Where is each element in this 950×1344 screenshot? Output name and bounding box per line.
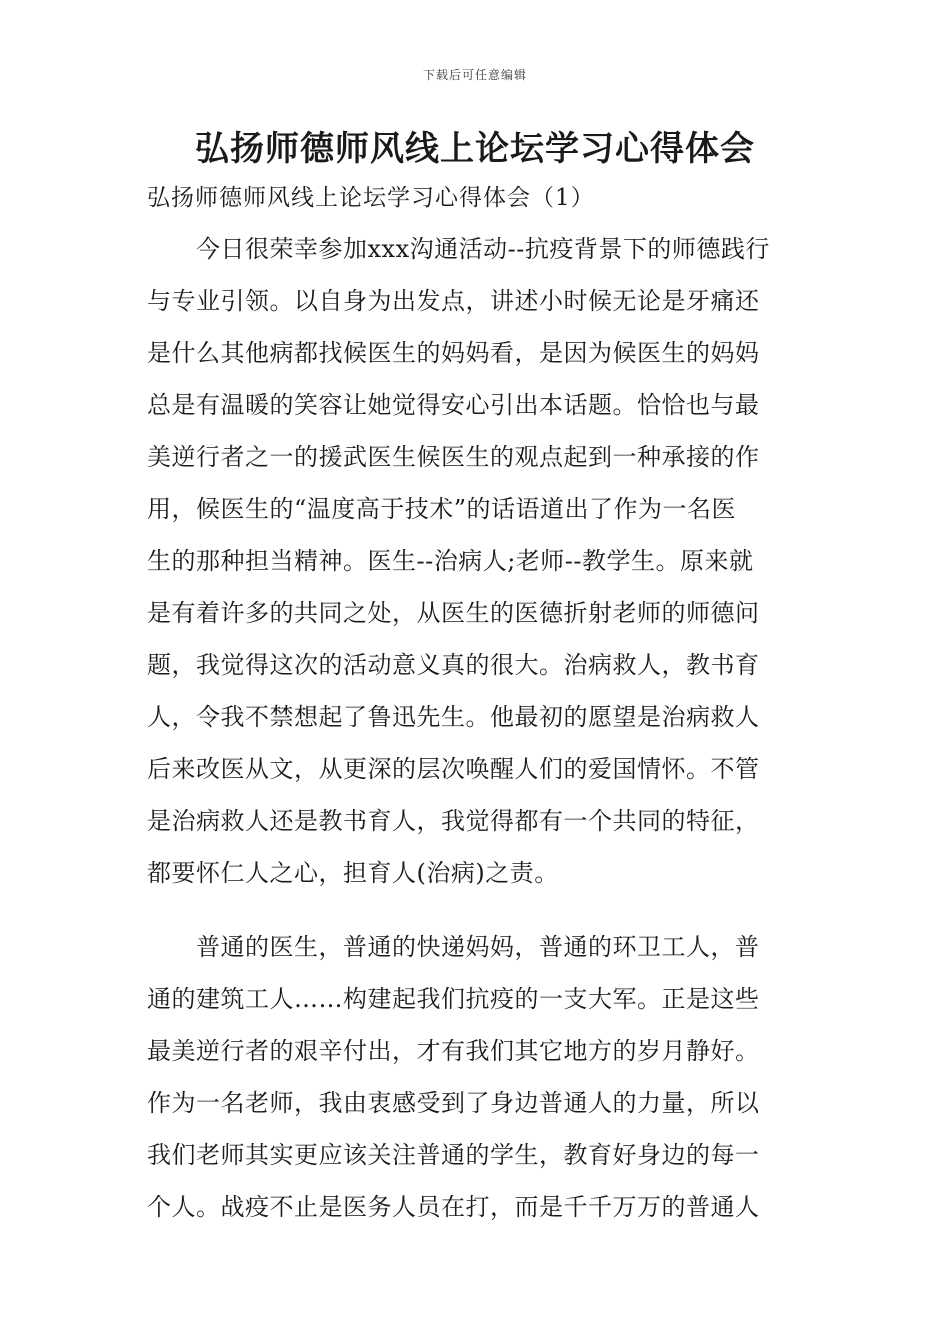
paragraph-line: 都要怀仁人之心，担育人(治病)之责。: [147, 859, 559, 887]
paragraph-line: 是有着许多的共同之处，从医生的医德折射老师的师德问: [147, 599, 760, 627]
paragraph-line: 美逆行者之一的援武医生候医生的观点起到一种承接的作: [147, 443, 760, 471]
paragraph-line: 用，候医生的“温度高于技术”的话语道出了作为一名医: [147, 495, 737, 523]
paragraph-line: 总是有温暖的笑容让她觉得安心引出本话题。恰恰也与最: [147, 391, 760, 419]
paragraph-line: 个人。战疫不止是医务人员在打，而是千千万万的普通人: [147, 1193, 760, 1221]
paragraph-line: 是治病救人还是教书育人，我觉得都有一个共同的特征，: [147, 807, 760, 835]
paragraph-line: 作为一名老师，我由衷感受到了身边普通人的力量，所以: [147, 1089, 760, 1117]
paragraph-line: 后来改医从文，从更深的层次唤醒人们的爱国情怀。不管: [147, 755, 760, 783]
paragraph-line: 普通的医生，普通的快递妈妈，普通的环卫工人，普: [147, 933, 760, 961]
document-title: 弘扬师德师风线上论坛学习心得体会: [195, 129, 755, 169]
paragraph-line: 题，我觉得这次的活动意义真的很大。治病救人，教书育: [147, 651, 760, 679]
paragraph-line: 人，令我不禁想起了鲁迅先生。他最初的愿望是治病救人: [147, 703, 760, 731]
paragraph-line: 通的建筑工人……构建起我们抗疫的一支大军。正是这些: [147, 985, 760, 1013]
paragraph-line: 生的那种担当精神。医生--治病人;老师--教学生。原来就: [147, 547, 754, 575]
header-note: 下载后可任意编辑: [422, 68, 527, 82]
section-subtitle: 弘扬师德师风线上论坛学习心得体会（1）: [147, 185, 595, 211]
paragraph-line: 与专业引领。以自身为出发点，讲述小时候无论是牙痛还: [147, 287, 760, 315]
paragraph-line: 最美逆行者的艰辛付出，才有我们其它地方的岁月静好。: [147, 1037, 760, 1065]
paragraph-1: [147, 223, 807, 899]
paragraph-line: 我们老师其实更应该关注普通的学生，教育好身边的每一: [147, 1141, 760, 1169]
paragraph-2: [147, 921, 807, 1233]
paragraph-line: 是什么其他病都找候医生的妈妈看，是因为候医生的妈妈: [147, 339, 760, 367]
paragraph-line: 今日很荣幸参加xxx沟通活动--抗疫背景下的师德践行: [147, 235, 770, 263]
